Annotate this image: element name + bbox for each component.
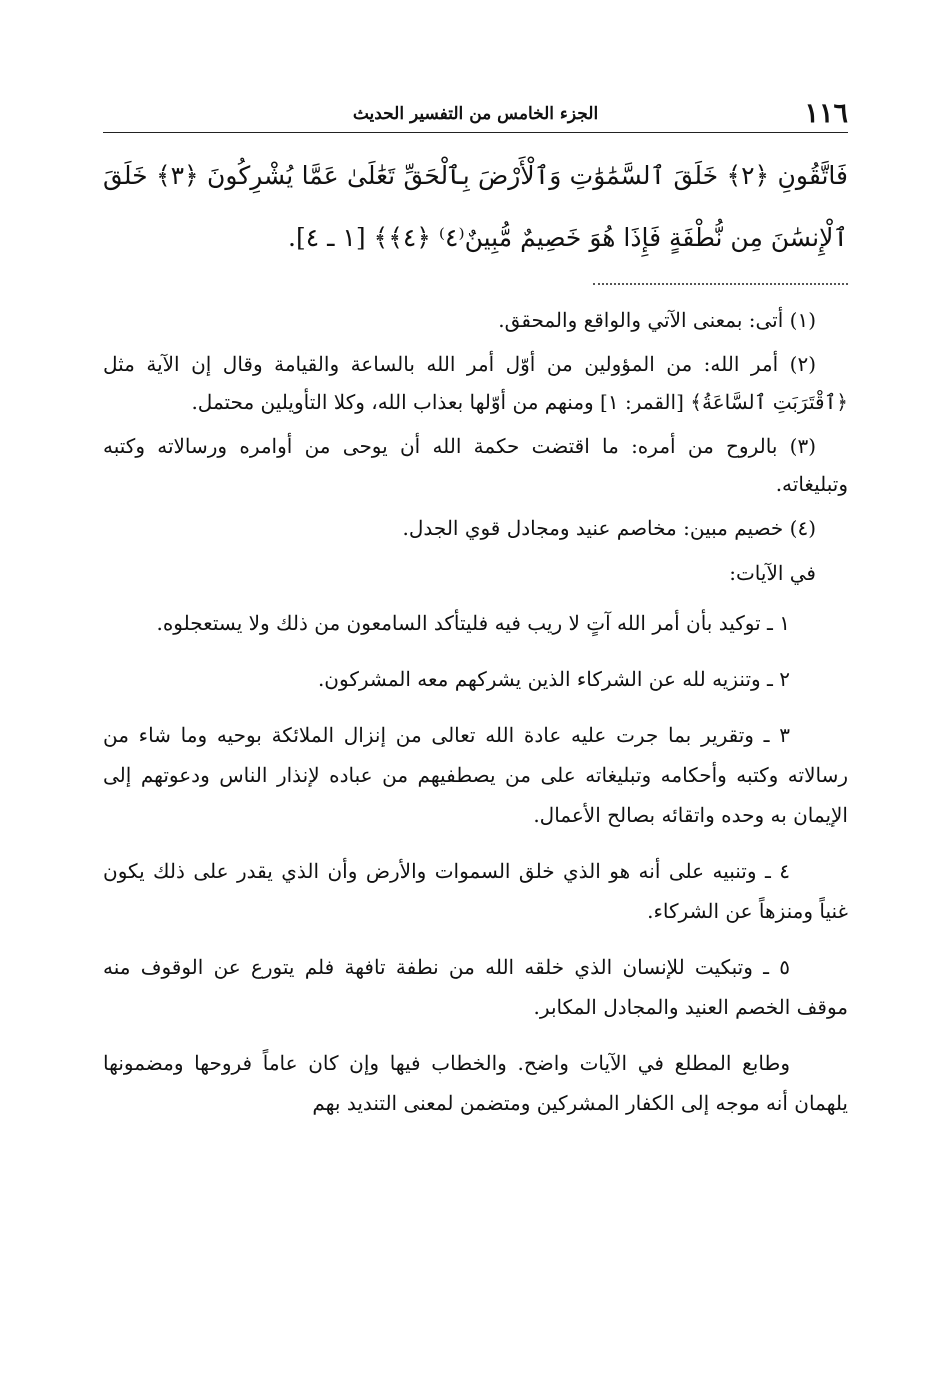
point-4: ٤ ـ وتنبيه على أنه هو الذي خلق السموات والأرض وأن الذي يقدر على ذلك يكون غنياً ومنزهاً عن الشركاء. (103, 859, 848, 923)
footnote-1: (١) أتى: بمعنى الآتي والواقع والمحقق. (498, 308, 816, 332)
book-page (103, 92, 848, 1139)
quran-verse: فَاتَّقُونِ ﴿٢﴾ خَلَقَ ٱلسَّمَٰوَٰتِ وَٱلْأَرْضَ بِٱلْحَقِّ تَعَٰلَىٰ عَمَّا يُشْرِكُونَ ﴿٣﴾ خَلَقَ ٱلْإِنسَٰنَ مِن نُّطْفَةٍ فَإِذَا هُوَ خَصِيمٌ مُّبِينٌ⁽٤⁾ ﴿٤﴾﴾ [١ ـ ٤]. (103, 161, 848, 252)
footnote-4: (٤) خصيم مبين: مخاصم عنيد ومجادل قوي الجدل. (402, 516, 816, 540)
page-header (103, 92, 848, 133)
footnote-separator (593, 283, 848, 285)
page-number: ١١٦ (804, 98, 848, 129)
point-2: ٢ ـ وتنزيه لله عن الشركاء الذين يشركهم معه المشركون. (317, 667, 790, 691)
point-1: ١ ـ توكيد بأن أمر الله آتٍ لا ريب فيه فليتأكد السامعون من ذلك ولا يستعجلوه. (156, 611, 790, 635)
point-5: ٥ ـ وتبكيت للإنسان الذي خلقه الله من نطفة تافهة فلم يتورع عن الوقوف منه موقف الخصم العنيد والمجادل المكابر. (103, 955, 848, 1019)
point-3: ٣ ـ وتقرير بما جرت عليه عادة الله تعالى من إنزال الملائكة بوحيه وما شاء من رسالاته وكتبه وأحكامه وتبليغاته على من يصطفيهم من عباده لإنذار الناس ودعوتهم إلى الإيمان به وحده واتقائه بصالح الأعمال. (103, 723, 848, 827)
running-title: الجزء الخامس من التفسير الحديث (352, 104, 599, 124)
footnote-3: (٣) بالروح من أمره: ما اقتضت حكمة الله أن يوحى من أوامره ورسالاته وكتبه وتبليغاته. (103, 434, 848, 496)
section-title: في الآيات: (729, 561, 816, 585)
footnote-2: (٢) أمر الله: من المؤولين من أوّل أمر الله بالساعة والقيامة وقال إن الآية مثل ﴿ٱقْتَرَبَتِ ٱلسَّاعَةُ﴾ [القمر: ١] ومنهم من أوّلها بعذاب الله، وكلا التأويلين محتمل. (103, 352, 848, 414)
footnotes (103, 301, 848, 547)
commentary (103, 553, 848, 1123)
closing-paragraph: وطابع المطلع في الآيات واضح. والخطاب فيها وإن كان عاماً فروحها ومضمونها يلهمان أنه موجه إلى الكفار المشركين ومتضمن لمعنى التنديد بهم (103, 1051, 848, 1115)
